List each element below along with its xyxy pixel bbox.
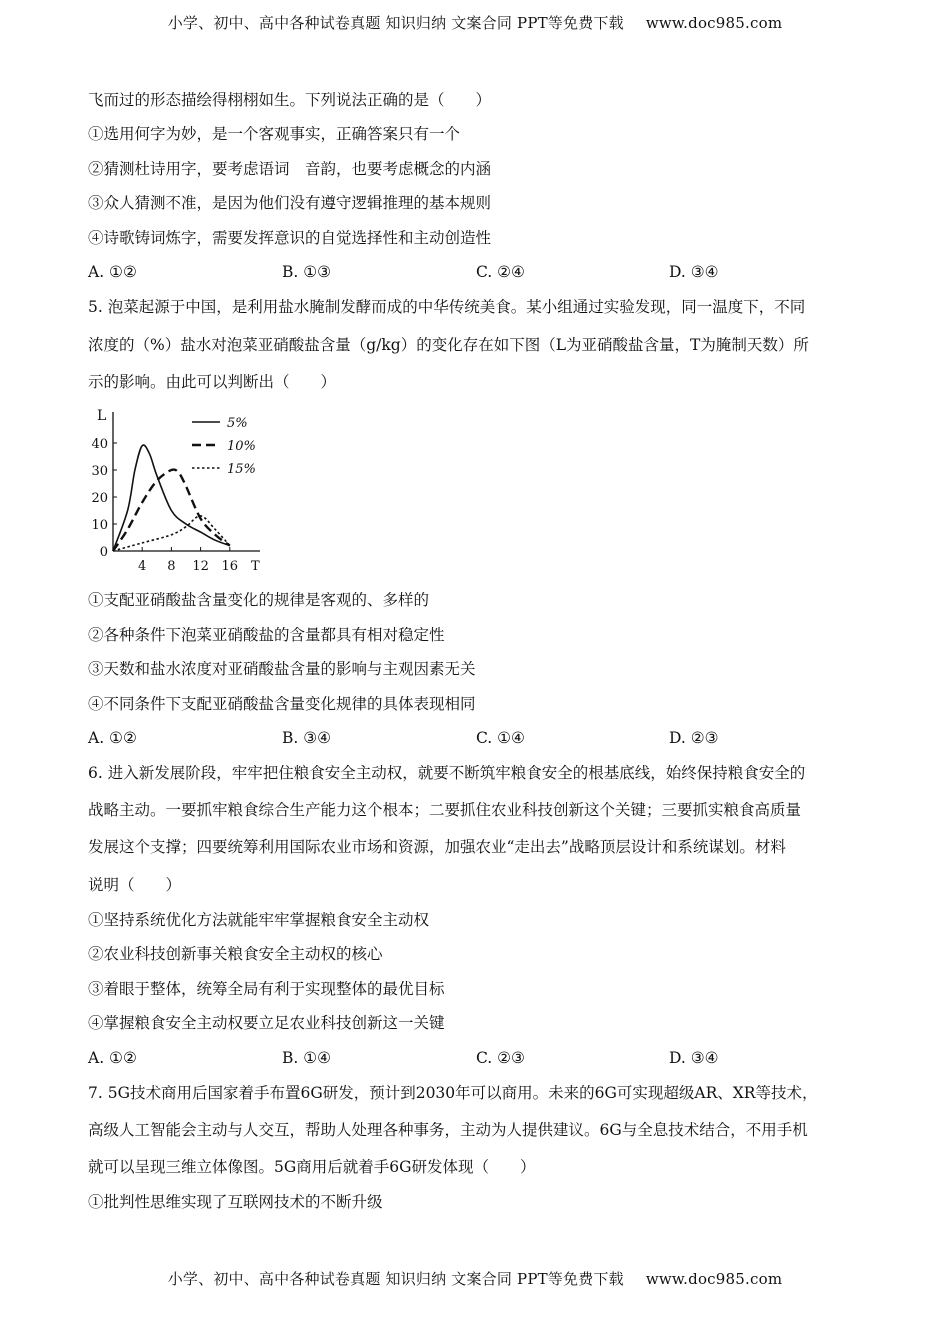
x-tick-label: 8 (167, 559, 176, 574)
q4-option-b[interactable]: B. ①③ (282, 263, 332, 281)
q6-item-1: ①坚持系统优化方法就能牢牢掌握粮食安全主动权 (88, 911, 430, 929)
q5-stem-line-1: 5. 泡菜起源于中国，是利用盐水腌制发酵而成的中华传统美食。某小组通过实验发现，同一温度下，不同 (88, 298, 806, 316)
q5-stem-line-2: 浓度的（%）盐水对泡菜亚硝酸盐含量（g/kg）的变化存在如下图（L为亚硝酸盐含量，T为腌制天数）所 (88, 336, 809, 354)
q5-item-2: ②各种条件下泡菜亚硝酸盐的含量都具有相对稳定性 (88, 626, 445, 644)
q6-stem-line-1: 6. 进入新发展阶段，牢牢把住粮食安全主动权，就要不断筑牢粮食安全的根基底线，始终保持粮食安全的 (88, 764, 806, 782)
series-line-15pct (113, 516, 230, 551)
q6-option-d[interactable]: D. ③④ (669, 1049, 719, 1067)
q7-item-1: ①批判性思维实现了互联网技术的不断升级 (88, 1193, 383, 1211)
q5-option-b[interactable]: B. ③④ (282, 729, 332, 747)
x-axis-label: T (251, 559, 260, 574)
q5-item-4: ④不同条件下支配亚硝酸盐含量变化规律的具体表现相同 (88, 695, 476, 713)
x-tick-label: 12 (192, 559, 209, 574)
x-tick-label: 16 (221, 559, 239, 574)
q7-stem-line-3: 就可以呈现三维立体像图。5G商用后就着手6G研发体现（ ） (88, 1158, 536, 1176)
footer-site-link[interactable]: www.doc985.com (645, 1270, 783, 1288)
q4-item-3: ③众人猜测不准，是因为他们没有遵守逻辑推理的基本规则 (88, 194, 492, 212)
q5-option-a[interactable]: A. ①② (88, 729, 137, 747)
q6-stem-line-3: 发展这个支撑；四要统筹利用国际农业市场和资源，加强农业“走出去”战略顶层设计和系统谋划。材料 (88, 838, 786, 856)
y-tick-label: 0 (99, 545, 108, 560)
q7-stem-line-2: 高级人工智能会主动与人交互，帮助人处理各种事务，主动为人提供建议。6G与全息技术结合，不用手机 (88, 1121, 808, 1139)
q6-item-3: ③着眼于整体，统筹全局有利于实现整体的最优目标 (88, 980, 445, 998)
q5-option-c[interactable]: C. ①④ (476, 729, 525, 747)
page-header (0, 12, 950, 33)
q4-item-4: ④诗歌铸词炼字，需要发挥意识的自觉选择性和主动创造性 (88, 229, 492, 247)
q4-option-d[interactable]: D. ③④ (669, 263, 719, 281)
legend-label-10pct: 10% (227, 439, 256, 454)
q4-item-1: ①选用何字为妙，是一个客观事实，正确答案只有一个 (88, 125, 461, 143)
q5-option-d[interactable]: D. ②③ (669, 729, 719, 747)
q7-stem-line-1: 7. 5G技术商用后国家着手布置6G研发，预计到2030年可以商用。未来的6G可实现超级AR、XR等技术， (88, 1084, 818, 1102)
footer-text: 小学、初中、高中各种试卷真题 知识归纳 文案合同 PPT等免费下载 (167, 1270, 624, 1288)
y-tick-label: 30 (91, 464, 108, 479)
legend-label-5pct: 5% (227, 416, 248, 431)
q5-stem-line-3: 示的影响。由此可以判断出（ ） (88, 373, 337, 391)
q6-stem-line-4: 说明（ ） (88, 876, 182, 894)
y-axis-label: L (97, 408, 107, 424)
x-tick-label: 4 (138, 559, 147, 574)
header-text: 小学、初中、高中各种试卷真题 知识归纳 文案合同 PPT等免费下载 (167, 14, 624, 32)
chart-legend (192, 416, 256, 477)
q4-stem: 飞而过的形态描绘得栩栩如生。下列说法正确的是（ ） (88, 91, 492, 109)
legend-label-15pct: 15% (227, 462, 256, 477)
chart-axes (97, 408, 260, 574)
y-tick-label: 10 (91, 518, 108, 533)
chart-series (113, 445, 230, 551)
nitrite-line-chart (88, 404, 273, 576)
q6-option-b[interactable]: B. ①④ (282, 1049, 332, 1067)
q6-option-c[interactable]: C. ②③ (476, 1049, 525, 1067)
y-tick-label: 20 (91, 491, 108, 506)
q5-item-1: ①支配亚硝酸盐含量变化的规律是客观的、多样的 (88, 591, 430, 609)
q4-item-2: ②猜测杜诗用字，要考虑语词 音韵，也要考虑概念的内涵 (88, 160, 492, 178)
q6-item-4: ④掌握粮食安全主动权要立足农业科技创新这一关键 (88, 1014, 445, 1032)
q4-option-c[interactable]: C. ②④ (476, 263, 525, 281)
q6-option-a[interactable]: A. ①② (88, 1049, 137, 1067)
y-tick-label: 40 (91, 437, 108, 452)
q5-item-3: ③天数和盐水浓度对亚硝酸盐含量的影响与主观因素无关 (88, 660, 476, 678)
q6-stem-line-2: 战略主动。一要抓牢粮食综合生产能力这个根本；二要抓住农业科技创新这个关键；三要抓实粮食高质量 (88, 801, 802, 819)
page-footer (0, 1268, 950, 1289)
header-site-link[interactable]: www.doc985.com (645, 14, 783, 32)
q6-item-2: ②农业科技创新事关粮食安全主动权的核心 (88, 945, 383, 963)
q4-option-a[interactable]: A. ①② (88, 263, 137, 281)
